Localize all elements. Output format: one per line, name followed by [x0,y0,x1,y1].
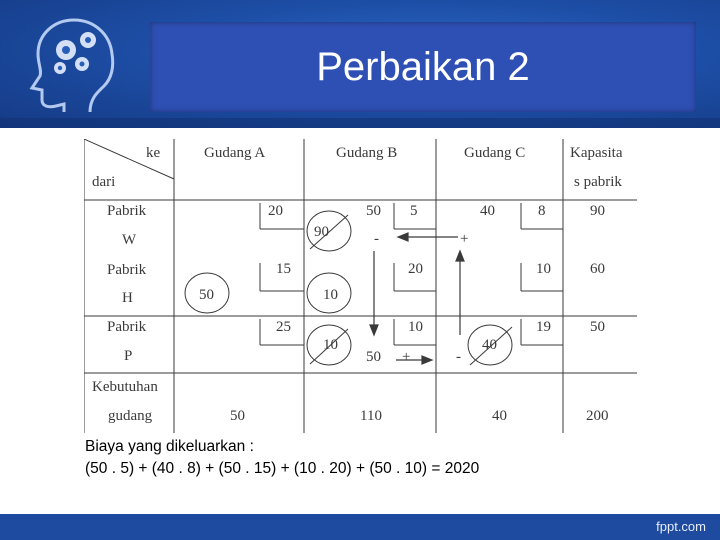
cost-w-a: 20 [268,203,283,219]
cost-w-c: 8 [538,203,546,219]
sign-p-b: + [402,349,411,365]
sign-p-c: - [456,349,461,365]
corner-top-label: ke [146,145,161,161]
demand-b: 110 [360,408,382,424]
slide-footer [0,514,720,540]
row-label-w-1: Pabrik [107,203,147,219]
cost-p-b: 10 [408,319,423,335]
cost-p-c: 19 [536,319,551,335]
capacity-h: 60 [590,261,605,277]
demand-label-1: Kebutuhan [92,379,158,395]
cost-w-b: 5 [410,203,418,219]
slide-header [0,0,720,128]
row-label-h-1: Pabrik [107,262,147,278]
cost-formula: (50 . 5) + (40 . 8) + (50 . 15) + (10 . 20) + (50 . 10) = 2020 [85,460,480,477]
demand-label-2: gudang [108,408,153,424]
cost-label: Biaya yang dikeluarkan : [85,438,254,455]
sign-w-c: + [460,231,469,247]
footer-brand: fppt.com [656,519,706,534]
capacity-header-line2: s pabrik [574,174,622,190]
demand-a: 50 [230,408,245,424]
note-p-b: 50 [366,349,381,365]
slide-title: Perbaikan 2 [316,44,530,89]
transport-table [84,139,637,433]
capacity-p: 50 [590,319,605,335]
cost-h-b: 20 [408,261,423,277]
note-w-b: 50 [366,203,381,219]
capacity-header-line1: Kapasita [570,145,623,161]
alloc-h-a: 50 [199,287,214,303]
alloc-h-b: 10 [323,287,338,303]
row-label-p-2: P [124,348,133,364]
column-header-c: Gudang C [464,145,526,161]
transport-table-grid [84,139,637,433]
column-header-a: Gudang A [204,145,266,161]
head-gears-icon [20,8,150,120]
column-header-b: Gudang B [336,145,398,161]
sign-w-b: - [374,231,379,247]
alloc-p-c: 40 [482,337,497,353]
demand-total: 200 [586,408,609,424]
row-label-w-2: W [122,232,137,248]
title-box [150,22,696,112]
note-w-c: 40 [480,203,495,219]
capacity-w: 90 [590,203,605,219]
cost-p-a: 25 [276,319,291,335]
demand-c: 40 [492,408,507,424]
cost-h-c: 10 [536,261,551,277]
corner-bottom-label: dari [92,174,116,190]
cost-summary [85,436,645,480]
alloc-p-b: 10 [323,337,338,353]
row-label-h-2: H [122,290,133,306]
row-label-p-1: Pabrik [107,319,147,335]
alloc-w-b: 90 [314,224,329,240]
cost-h-a: 15 [276,261,291,277]
